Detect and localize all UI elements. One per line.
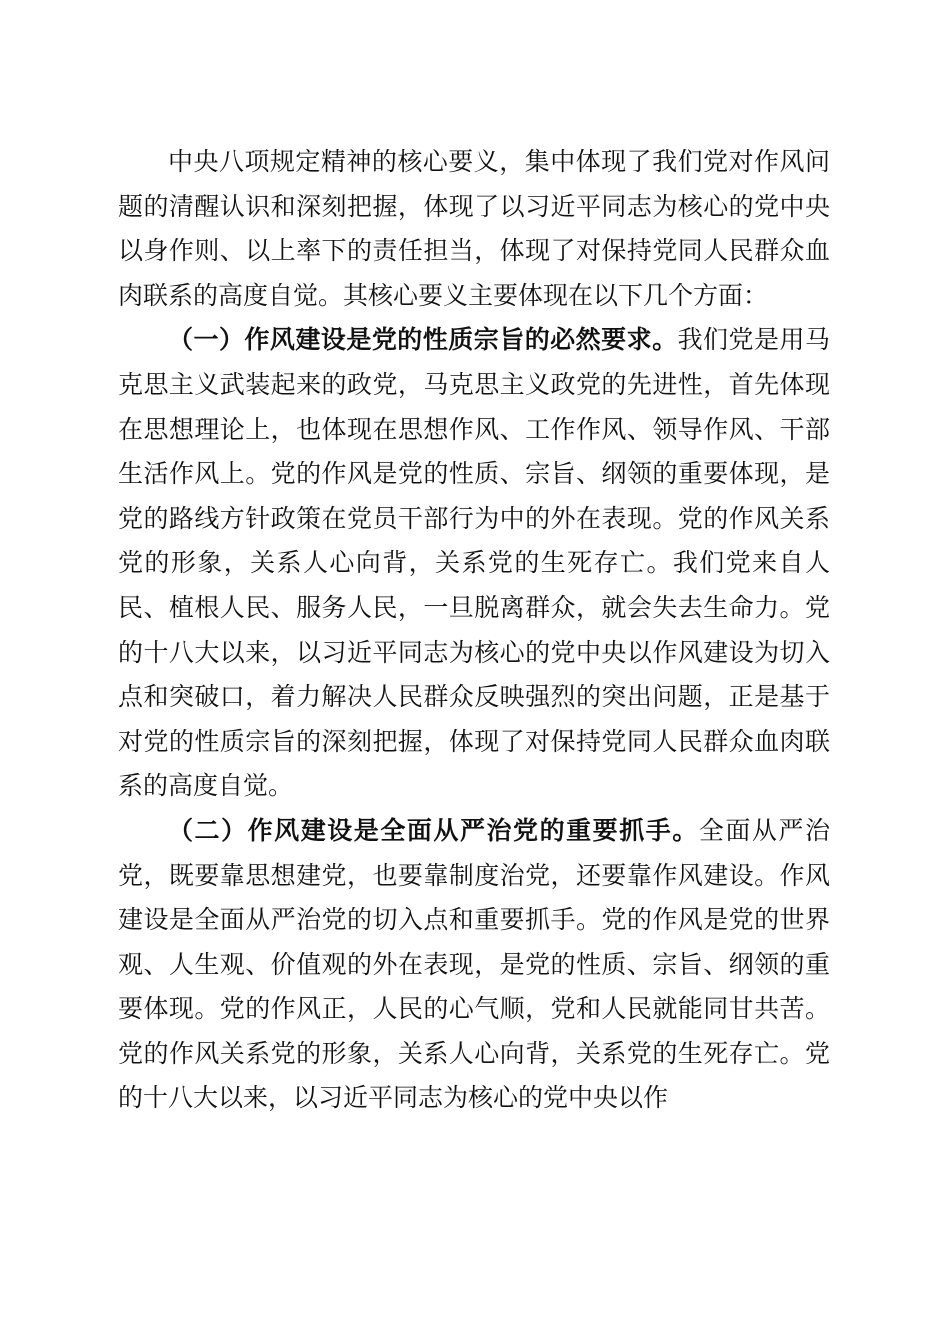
document-body	[118, 140, 830, 1121]
section-2-heading: （二）作风建设是全面从严治党的重要抓手。	[168, 815, 699, 845]
paragraph-intro-text: 中央八项规定精神的核心要义，集中体现了我们党对作风问题的清醒认识和深刻把握，体现了以习近平同志为核心的党中央以身作则、以上率下的责任担当，体现了对保持党同人民群众血肉联系的高度自觉。其核心要义主要体现在以下几个方面：	[118, 147, 830, 310]
paragraph-intro	[118, 140, 830, 318]
paragraph-section-1	[118, 318, 830, 809]
paragraph-section-2	[118, 809, 830, 1121]
section-2-text: 全面从严治党，既要靠思想建党，也要靠制度治党，还要靠作风建设。作风建设是全面从严治党的切入点和重要抓手。党的作风是党的世界观、人生观、价值观的外在表现，是党的性质、宗旨、纲领的重要体现。党的作风正，人民的心气顺，党和人民就能同甘共苦。党的作风关系党的形象，关系人心向背，关系党的生死存亡。党的十八大以来，以习近平同志为核心的党中央以作	[118, 815, 830, 1113]
section-1-heading: （一）作风建设是党的性质宗旨的必然要求。	[168, 325, 678, 355]
section-1-text: 我们党是用马克思主义武装起来的政党，马克思主义政党的先进性，首先体现在思想理论上，也体现在思想作风、工作作风、领导作风、干部生活作风上。党的作风是党的性质、宗旨、纲领的重要体现，是党的路线方针政策在党员干部行为中的外在表现。党的作风关系党的形象，关系人心向背，关系党的生死存亡。我们党来自人民、植根人民、服务人民，一旦脱离群众，就会失去生命力。党的十八大以来，以习近平同志为核心的党中央以作风建设为切入点和突破口，着力解决人民群众反映强烈的突出问题，正是基于对党的性质宗旨的深刻把握，体现了对保持党同人民群众血肉联系的高度自觉。	[118, 325, 830, 801]
